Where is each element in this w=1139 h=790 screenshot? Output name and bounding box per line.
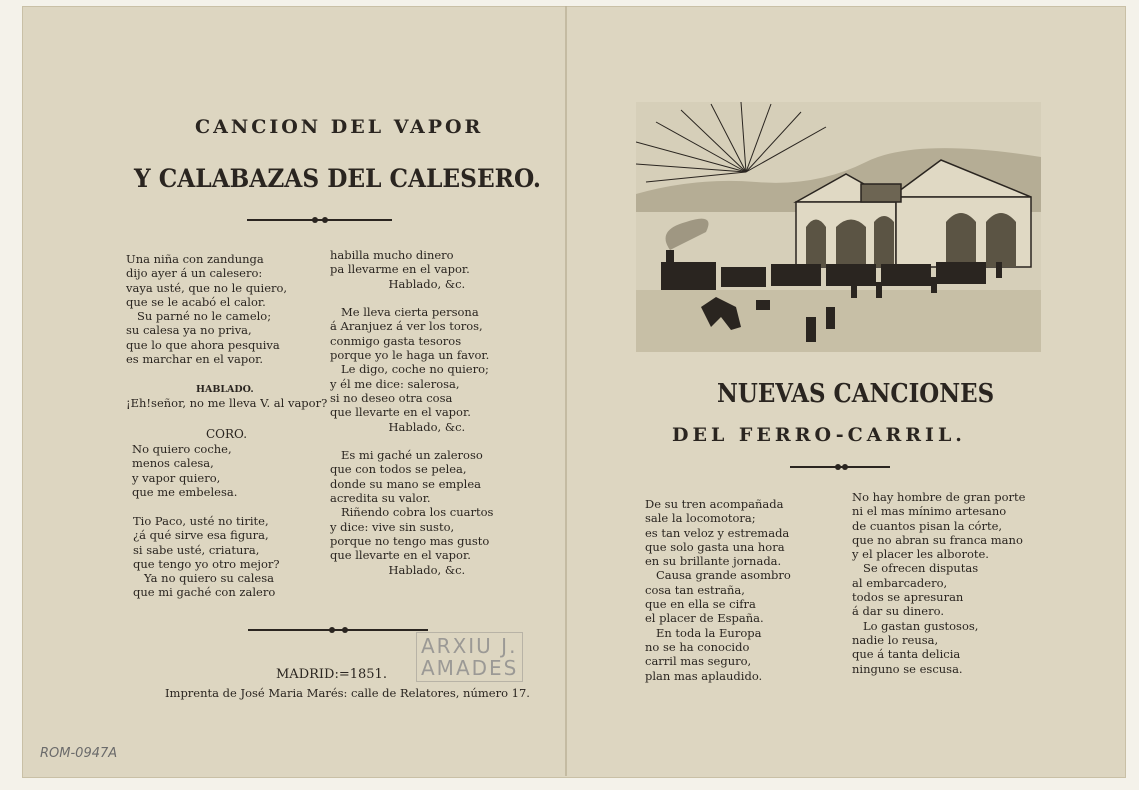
imprint-city-date: MADRID:=1851. (276, 667, 387, 682)
left-verse-col1: Una niña con zandunga dijo ayer á un calesero: vaya usté, que no le quiero, que se le acabó el calor. Su parné no le camelo; su calesa ya no priva, que lo que ahora pesquiva es marchar en el vapor. (126, 252, 288, 367)
left-title-rule (247, 219, 392, 221)
right-title-rule (790, 466, 890, 468)
archive-stamp: ARXIU J. AMADES (416, 632, 523, 682)
page-fold (565, 6, 567, 776)
imprint-printer: Imprenta de José Maria Marés: calle de Relatores, número 17. (165, 686, 530, 700)
coro-heading: CORO. (206, 427, 248, 441)
right-title-line1: NUEVAS CANCIONES (717, 379, 995, 409)
coro-verse: No quiero coche, menos calesa, y vapor quiero, que me embelesa. (132, 442, 238, 499)
right-verse-col2: No hay hombre de gran porte ni el mas mínimo artesano de cuantos pisan la córte, que no abran su franca mano y el placer les alborote. Se ofrecen disputas al embarcadero, todos se apresuran á dar su dinero. Lo gastan gustosos, nadie lo reusa, que á tanta delicia ninguno se escusa. (852, 490, 1026, 676)
left-title-line1: CANCION DEL VAPOR (195, 116, 484, 138)
hablado-line: ¡Eh!señor, no me lleva V. al vapor? (126, 396, 328, 410)
hablado-heading: HABLADO. (196, 384, 254, 395)
archive-code: ROM-0947A (40, 746, 118, 761)
left-verse-col2: habilla mucho dinero pa llevarme en el vapor. Hablado, &c. Me lleva cierta persona á Aranjuez á ver los toros, conmigo gasta tesoros porque yo le haga un favor. Le digo, coche no quiero; y él me dice: salerosa, si no deseo otra cosa que llevarte en el vapor. Hablado, &c. Es mi gaché un zaleroso que con todos se pelea, donde su mano se emplea acredita su valor. Riñendo cobra los cuartos y dice: vive sin susto, porque no tengo mas gusto que llevarte en el vapor. Hablado, &c. (330, 248, 494, 577)
railway-engraving (636, 102, 1041, 352)
right-verse-col1: De su tren acompañada sale la locomotora; es tan veloz y estremada que solo gasta una hora en su brillante jornada. Causa grande asombro cosa tan estraña, que en ella se cifra el placer de España. En toda la Europa no se ha conocido carril mas seguro, plan mas aplaudido. (645, 497, 791, 683)
right-title-line2: DEL FERRO-CARRIL. (672, 424, 966, 446)
left-verse-col1-end: Tio Paco, usté no tirite, ¿á qué sirve esa figura, si sabe usté, criatura, que tengo yo otro mejor? Ya no quiero su calesa que mi gaché con zalero (133, 514, 280, 600)
left-title-line2: Y CALABAZAS DEL CALESERO. (134, 164, 541, 193)
ground (636, 290, 1041, 352)
left-bottom-rule (248, 629, 428, 631)
